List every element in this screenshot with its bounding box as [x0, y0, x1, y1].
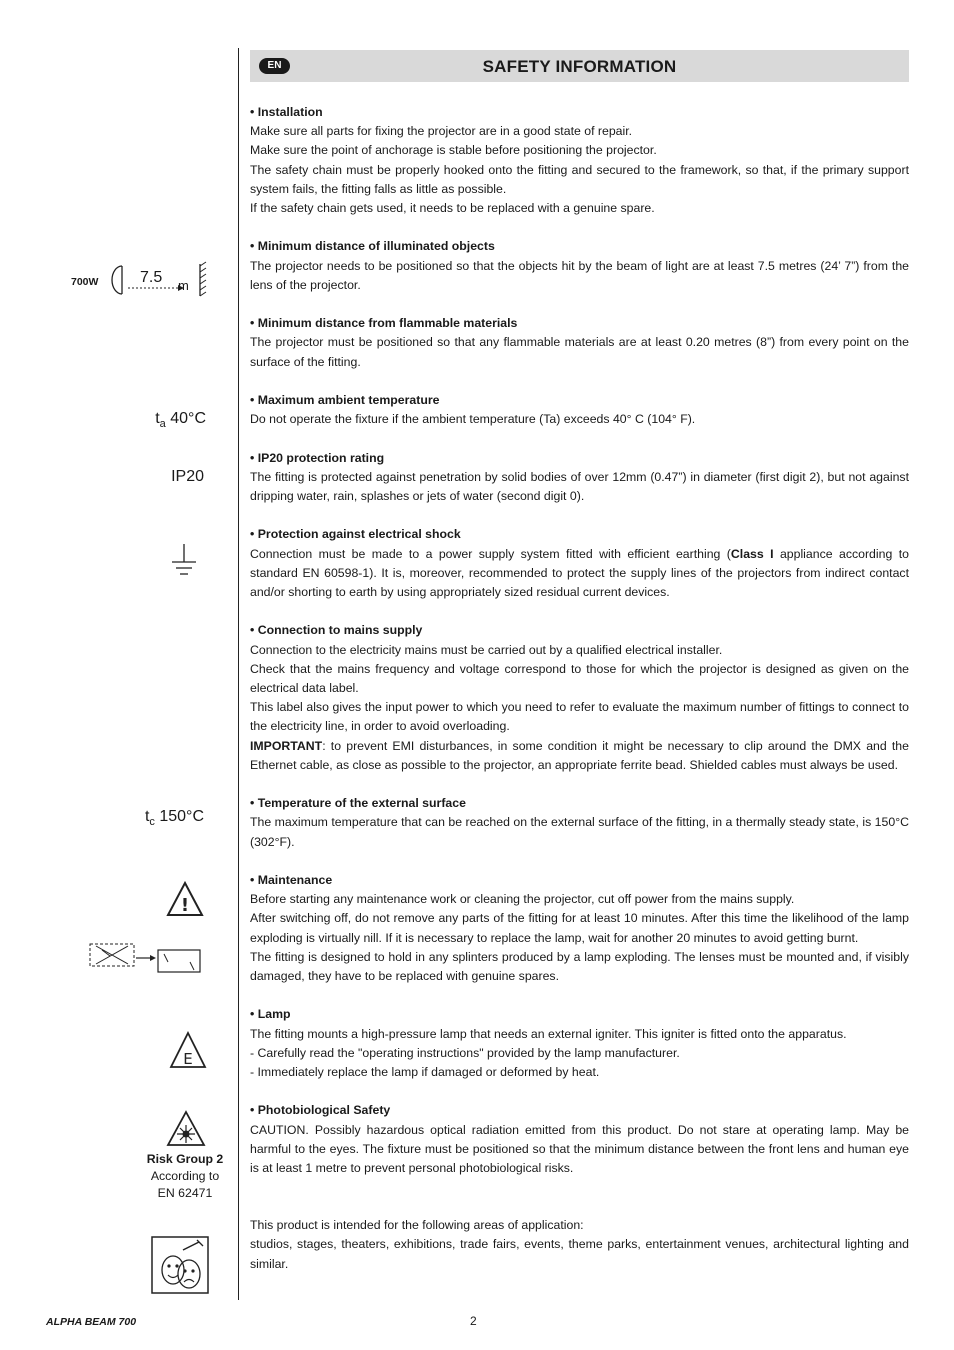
section-text: Do not operate the fixture if the ambient temperature (Ta) exceeds 40° C (104° F). [250, 412, 696, 427]
section-text: CAUTION. Possibly hazardous optical radiation emitted from this product. Do not stare at operating lamp. May be harmful to the eyes. The fixture must be positioned so that the minimum distance between the front lens and human eye is at least 1 metre to prevent personal photobiological risks. [250, 1122, 909, 1176]
distance-power-label: 700W [71, 276, 99, 288]
section-ambient-temperature [250, 391, 909, 429]
section-heading: • Lamp [250, 1007, 291, 1022]
section-text: Make sure all parts for fixing the projector are in a good state of repair. [250, 124, 633, 139]
section-heading: • Installation [250, 105, 323, 119]
broken-glass-replace-icon [88, 940, 204, 976]
section-text: The fitting is designed to hold in any splinters produced by a lamp exploding. The lenses must be mounted and, if visibly damaged, they have to be replaced with genuine spares. [250, 949, 909, 984]
section-text: The safety chain must be properly hooked onto the fitting and secured to the framework, so that, if the primary support system fails, the fitting falls as little as possible. [250, 162, 909, 196]
risk-group-title: Risk Group 2 [146, 1152, 224, 1166]
page-number: 2 [470, 1314, 477, 1328]
section-photobiological [250, 1101, 909, 1178]
section-text: If the safety chain gets used, it needs to be replaced with a genuine spare. [250, 201, 655, 216]
footer-product-name: ALPHA BEAM 700 [46, 1316, 137, 1328]
risk-group-label [134, 1151, 236, 1202]
optical-radiation-icon [166, 1110, 206, 1148]
warning-triangle-icon [166, 880, 204, 918]
section-application-areas [250, 1216, 909, 1274]
section-heading: • Connection to mains supply [250, 623, 423, 638]
section-text: Connection must be made to a power supply system fitted with efficient earthing (Class I appliance according to standard EN 60598-1). It is, moreover, recommended to protect the supply lines of the projectors from indirect contact and/or shorting to earth by using appropriately sized residual current devices. [250, 546, 909, 599]
language-badge: EN [259, 58, 290, 74]
section-heading: • Maintenance [250, 873, 333, 887]
section-text: IMPORTANT: to prevent EMI disturbances, in some condition it might be necessary to clip around the DMX and the Ethernet cable, as close as possible to the projector, an appropriate ferrite bead. Shielded cables must always be used. [250, 738, 909, 772]
section-heading: • Photobiological Safety [250, 1103, 391, 1118]
risk-standard: EN 62471 [157, 1186, 213, 1200]
section-surface-temperature [250, 794, 909, 852]
section-heading: • Minimum distance of illuminated objects [250, 239, 495, 254]
section-text: This product is intended for the following areas of application: [250, 1218, 584, 1233]
risk-according: According to [150, 1169, 220, 1183]
page-header [250, 50, 909, 82]
section-text: The maximum temperature that can be reached on the external surface of the fitting, in a thermally steady state, is 150°C (302°F). [250, 815, 909, 849]
distance-unit: m [178, 278, 189, 293]
section-text: The projector must be positioned so that any flammable materials are at least 0.20 metres (8”) from every point on the surface of the fitting. [250, 335, 909, 369]
section-flammable-materials [250, 314, 909, 372]
section-text: Check that the mains frequency and voltage correspond to those for which the projector is designed as given on the electrical data label. [250, 661, 909, 695]
svg-text:!: ! [180, 895, 190, 916]
column-divider [238, 48, 239, 1300]
section-text: The fitting is protected against penetration by solid bodies of over 12mm (0.47”) in diameter (first digit 2), but not against dripping water, rain, splashes or jets of water (second digit 0). [250, 469, 909, 503]
section-heading: • Protection against electrical shock [250, 527, 461, 542]
section-illuminated-objects [250, 237, 909, 295]
section-heading: • Temperature of the external surface [250, 796, 466, 811]
section-maintenance [250, 871, 909, 986]
section-text: The fitting mounts a high-pressure lamp that needs an external igniter. This igniter is fitted onto the apparatus. [250, 1026, 847, 1041]
section-heading: • Minimum distance from flammable materials [250, 316, 518, 331]
main-content [250, 103, 909, 1293]
lamp-type-e-icon [168, 1030, 208, 1070]
earth-ground-icon [170, 542, 198, 578]
section-heading: • Maximum ambient temperature [250, 393, 440, 407]
section-ip20 [250, 449, 909, 507]
section-text: The projector needs to be positioned so that the objects hit by the beam of light are at least 7.5 metres (24’ 7”) from the lens of the projector. [250, 258, 909, 292]
section-text: This label also gives the input power to which you need to refer to evaluate the maximum number of fittings to connect to the electricity line, in order to avoid overloading. [250, 700, 909, 734]
section-text: After switching off, do not remove any parts of the fitting for at least 10 minutes. After this time the likelihood of the lamp exploding is virtually nill. If it is necessary to replace the lamp, wait for another 20 minutes to avoid getting burnt. [250, 911, 909, 945]
section-text: Before starting any maintenance work or cleaning the projector, cut off power from the mains supply. [250, 892, 795, 907]
section-mains-supply [250, 621, 909, 775]
section-installation [250, 103, 909, 218]
section-text: - Immediately replace the lamp if damaged or deformed by heat. [250, 1065, 600, 1080]
ambient-temp-label: $t_a$ 40°C [155, 410, 206, 431]
section-text: Connection to the electricity mains must be carried out by a qualified electrical installer. [250, 642, 723, 657]
ip-rating-label: IP20 [171, 468, 204, 485]
section-text: studios, stages, theaters, exhibitions, trade fairs, events, theme parks, entertainment venues, architectural lighting and similar. [250, 1237, 909, 1271]
section-text: - Carefully read the "operating instructions" provided by the lamp manufacturer. [250, 1045, 680, 1060]
section-lamp [250, 1005, 909, 1082]
section-heading: • IP20 protection rating [250, 450, 385, 465]
section-electrical-shock [250, 525, 909, 602]
distance-value: 7.5 [140, 269, 163, 286]
svg-text:E: E [183, 1050, 193, 1068]
page-title: SAFETY INFORMATION [482, 57, 677, 76]
surface-temp-label: $t_c$ 150°C [144, 808, 204, 829]
section-text: Make sure the point of anchorage is stable before positioning the projector. [250, 143, 657, 158]
entertainment-masks-icon [151, 1236, 209, 1294]
